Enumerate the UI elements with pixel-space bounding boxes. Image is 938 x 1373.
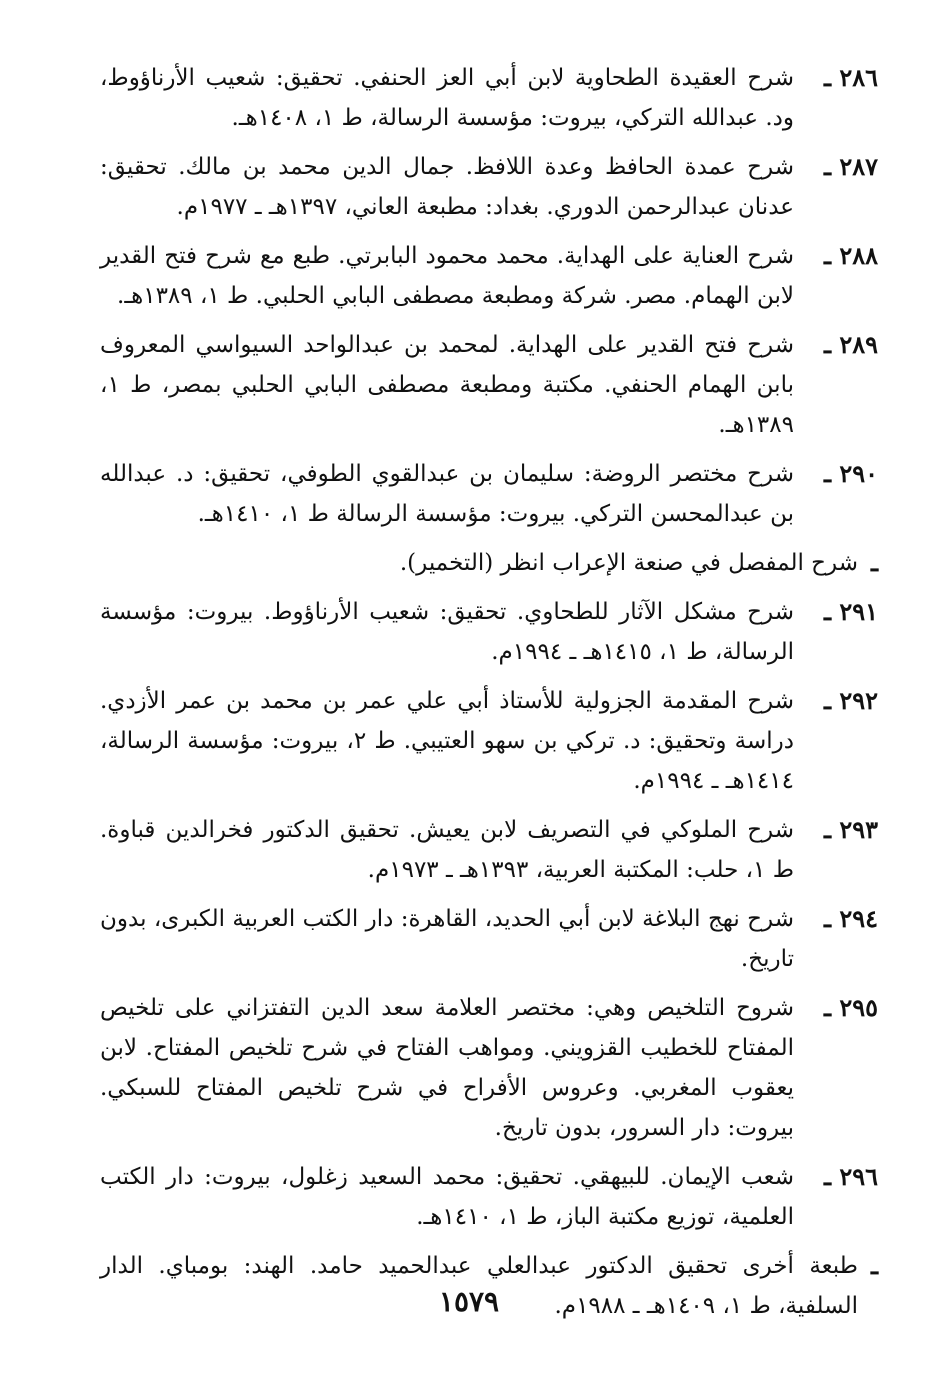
entry-text: شرح المفصل في صنعة الإعراب انظر (التخمير). xyxy=(399,550,858,576)
entry-text: شروح التلخيص وهي: مختصر العلامة سعد الدين التفتزاني على تلخيص المفتاح للخطيب القزويني. ومواهب الفتاح في شرح تلخيص المفتاح. لابن يعقوب المغربي. وعروس الأفراح في شرح تلخيص المفتاح للسبكي. بيروت: دار السرور، بدون تاريخ. xyxy=(100,995,794,1141)
entry-text: شرح الملوكي في التصريف لابن يعيش. تحقيق الدكتور فخرالدين قباوة. ط ١، حلب: المكتبة العربية، ١٣٩٣هـ ـ ١٩٧٣م. xyxy=(100,817,794,883)
entry-text: شرح مشكل الآثار للطحاوي. تحقيق: شعيب الأرناؤوط. بيروت: مؤسسة الرسالة، ط ١، ١٤١٥هـ ـ ١٩٩٤م. xyxy=(100,599,794,665)
entry-text: شعب الإيمان. للبيهقي. تحقيق: محمد السعيد زغلول، بيروت: دار الكتب العلمية، توزيع مكتبة الباز، ط ١، ١٤١٠هـ. xyxy=(100,1164,794,1230)
entry-number: ٢٨٩ ـ xyxy=(823,330,878,359)
bibliography-entry xyxy=(100,454,878,534)
entry-number: ٢٨٧ ـ xyxy=(823,152,878,181)
entry-number: ٢٨٦ ـ xyxy=(823,63,878,92)
bibliography-entry xyxy=(100,1157,878,1237)
entry-number: ٢٩٦ ـ xyxy=(823,1162,878,1191)
entry-number: ٢٩٥ ـ xyxy=(823,993,878,1022)
bibliography-entry xyxy=(100,325,878,445)
bibliography-entry xyxy=(100,543,878,583)
entry-number: ٢٨٨ ـ xyxy=(823,241,878,270)
entry-text: شرح فتح القدير على الهداية. لمحمد بن عبدالواحد السيواسي المعروف بابن الهمام الحنفي. مكتبة ومطبعة مصطفى البابي الحلبي بمصر، ط ١، ١٣٨٩هـ. xyxy=(100,332,794,438)
bibliography-entry xyxy=(100,810,878,890)
entry-number: ٢٩١ ـ xyxy=(823,597,878,626)
bibliography-entry xyxy=(100,592,878,672)
bibliography-entry xyxy=(100,681,878,801)
entry-number: ٢٩٠ ـ xyxy=(823,459,878,488)
entry-text: شرح العقيدة الطحاوية لابن أبي العز الحنفي. تحقيق: شعيب الأرناؤوط، ود. عبدالله التركي، بيروت: مؤسسة الرسالة، ط ١، ١٤٠٨هـ. xyxy=(100,65,794,131)
bibliography-entry xyxy=(100,147,878,227)
entry-number: ٢٩٣ ـ xyxy=(823,815,878,844)
bibliography-entry xyxy=(100,899,878,979)
bibliography-entry xyxy=(100,988,878,1148)
entry-number: ـ xyxy=(870,1251,878,1280)
entry-text: شرح نهج البلاغة لابن أبي الحديد، القاهرة: دار الكتب العربية الكبرى، بدون تاريخ. xyxy=(100,906,794,972)
bibliography-entry xyxy=(100,236,878,316)
page-number: ١٥٧٩ xyxy=(438,1285,500,1318)
entry-text: شرح مختصر الروضة: سليمان بن عبدالقوي الطوفي، تحقيق: د. عبدالله بن عبدالمحسن التركي. بيروت: مؤسسة الرسالة ط ١، ١٤١٠هـ. xyxy=(100,461,794,527)
bibliography-entry xyxy=(100,58,878,138)
entry-text: شرح عمدة الحافظ وعدة اللافظ. جمال الدين محمد بن مالك. تحقيق: عدنان عبدالرحمن الدوري. بغداد: مطبعة العاني، ١٣٩٧هـ ـ ١٩٧٧م. xyxy=(100,154,794,220)
entry-number: ٢٩٢ ـ xyxy=(823,686,878,715)
entry-number: ـ xyxy=(870,548,878,577)
entry-text: طبعة أخرى تحقيق الدكتور عبدالعلي عبدالحميد حامد. الهند: بومباي. الدار السلفية، ط ١، ١٤٠٩هـ ـ ١٩٨٨م. xyxy=(100,1253,858,1319)
entry-number: ٢٩٤ ـ xyxy=(823,904,878,933)
entry-text: شرح العناية على الهداية. محمد محمود البابرتي. طبع مع شرح فتح القدير لابن الهمام. مصر. شركة ومطبعة مصطفى البابي الحلبي. ط ١، ١٣٨٩هـ. xyxy=(100,243,794,309)
entry-text: شرح المقدمة الجزولية للأستاذ أبي علي عمر بن محمد بن عمر الأزدي. دراسة وتحقيق: د. تركي بن سهو العتيبي. ط ٢، بيروت: مؤسسة الرسالة، ١٤١٤هـ ـ ١٩٩٤م. xyxy=(100,688,795,794)
